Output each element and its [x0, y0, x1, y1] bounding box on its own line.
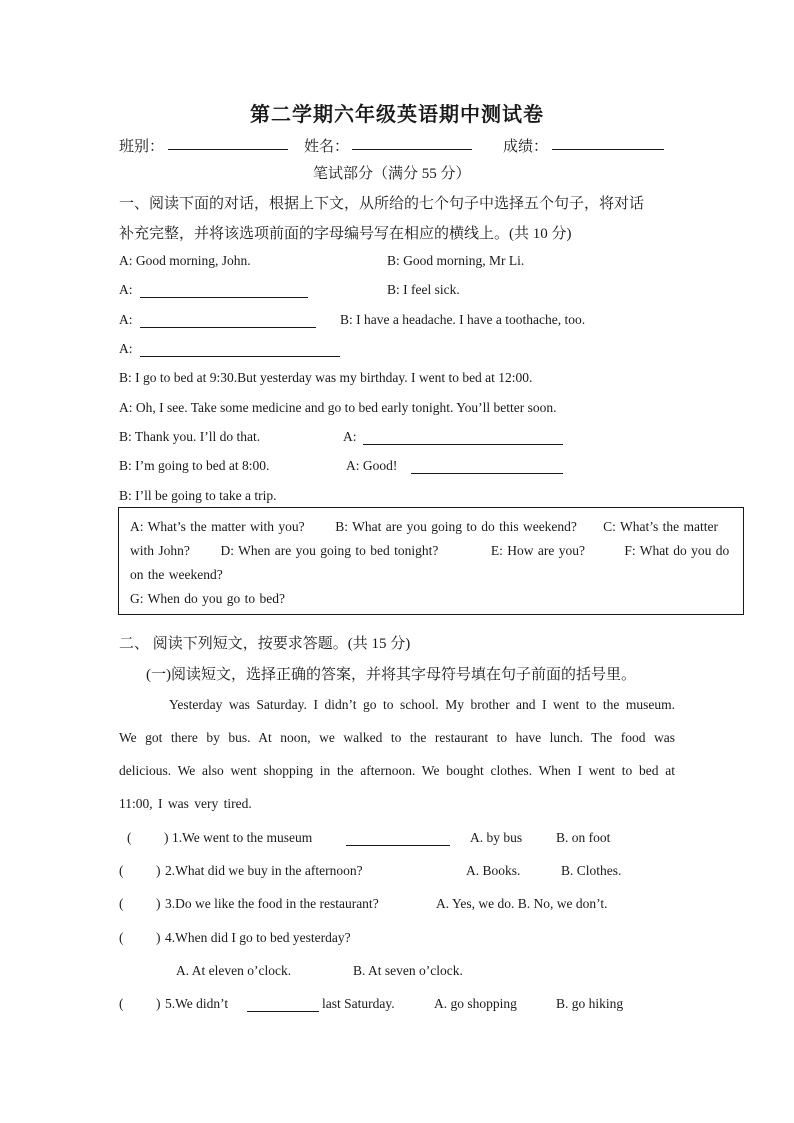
class-field[interactable] [168, 135, 288, 150]
score-field[interactable] [552, 135, 664, 150]
answer-box-q3[interactable] [126, 894, 154, 912]
section2-sub1: (一)阅读短文，选择正确的答案，并将其字母符号填在句子前面的括号里。 [146, 667, 636, 683]
option-b: B: What are you going to do this weekend? [335, 519, 577, 534]
answer-paren-close: ) [156, 896, 161, 911]
answer-box-q5[interactable] [126, 994, 154, 1012]
reading-passage: Yesterday was Saturday. I didn’t go to school. My brother and I went to the museum. We got there by bus. At noon, we walked to the restaurant to have lunch. The food was delicious. We also went shopping in the afternoon. We bought clothes. When I went to bed at 11:00, I was very tired. [119, 697, 675, 811]
answer-paren-close: ) [164, 830, 169, 845]
page-title: 第二学期六年级英语期中测试卷 [250, 104, 544, 126]
answer-paren-open: ( [127, 830, 132, 845]
dialogue-line: B: Thank you. I’ll do that. [119, 429, 261, 444]
question-2: 2.What did we buy in the afternoon? [165, 863, 363, 878]
question-1: 1.We went to the museum [172, 830, 313, 845]
option-f: F: What do you do on the weekend? [130, 543, 730, 582]
name-field[interactable] [352, 135, 472, 150]
answer-paren-open: ( [119, 996, 124, 1011]
option-e: E: How are you? [490, 543, 585, 558]
dialogue-line: B: I go to bed at 9:30.But yesterday was my birthday. I went to bed at 12:00. [119, 370, 533, 385]
answer-box-q2[interactable] [126, 861, 154, 879]
q4-option-a: A. At eleven o’clock. [176, 963, 292, 978]
q1-option-a: A. by bus [470, 830, 523, 845]
question-5-start: 5.We didn’t [165, 996, 229, 1011]
score-label: 成绩： [503, 139, 549, 155]
q2-option-a: A. Books. [466, 863, 521, 878]
answer-blank[interactable] [140, 342, 340, 357]
dialogue-line: A: Oh, I see. Take some medicine and go to bed early tonight. You’ll better soon. [119, 400, 557, 415]
dialogue-line: A: [119, 282, 133, 297]
answer-blank[interactable] [140, 313, 316, 328]
dialogue-line: B: I’m going to bed at 8:00. [119, 458, 270, 473]
q2-option-b: B. Clothes. [561, 863, 622, 878]
dialogue-line: A: Good! [346, 458, 398, 473]
q5-option-b: B. go hiking [556, 996, 624, 1011]
question-5-end: last Saturday. [322, 996, 395, 1011]
answer-blank[interactable] [140, 283, 308, 298]
dialogue-line: B: I have a headache. I have a toothache, too. [340, 312, 586, 327]
answer-blank[interactable] [346, 831, 450, 846]
options-box [118, 507, 744, 615]
dialogue-line: B: I’ll be going to take a trip. [119, 488, 277, 503]
answer-paren-close: ) [156, 930, 161, 945]
answer-paren-open: ( [119, 863, 124, 878]
dialogue-line: B: Good morning, Mr Li. [387, 253, 525, 268]
dialogue-line: A: [343, 429, 357, 444]
name-label: 姓名： [304, 139, 350, 155]
question-4: 4.When did I go to bed yesterday? [165, 930, 351, 945]
q5-option-a: A. go shopping [434, 996, 517, 1011]
option-d: D: When are you going to bed tonight? [220, 543, 439, 558]
answer-blank[interactable] [363, 430, 563, 445]
answer-paren-close: ) [156, 863, 161, 878]
q1-option-b: B. on foot [556, 830, 611, 845]
dialogue-line: A: Good morning, John. [119, 253, 251, 268]
dialogue-line: A: [119, 312, 133, 327]
q3-options: A. Yes, we do. B. No, we don’t. [436, 896, 608, 911]
option-c: C: What’s the matter with John? [130, 519, 719, 558]
q4-option-b: B. At seven o’clock. [353, 963, 463, 978]
subtitle: 笔试部分（满分 55 分） [313, 166, 471, 182]
option-a: A: What’s the matter with you? [130, 519, 305, 534]
section1-instruction-line2: 补充完整，并将该选项前面的字母编号写在相应的横线上。(共 10 分) [119, 226, 572, 242]
section1-instruction-line1: 一、阅读下面的对话，根据上下文，从所给的七个句子中选择五个句子，将对话 [119, 196, 645, 212]
section2-heading: 二、 阅读下列短文，按要求答题。(共 15 分) [119, 636, 411, 652]
question-3: 3.Do we like the food in the restaurant? [165, 896, 379, 911]
answer-paren-open: ( [119, 930, 124, 945]
dialogue-line: A: [119, 341, 133, 356]
class-label: 班别： [119, 139, 165, 155]
option-g: G: When do you go to bed? [130, 591, 285, 606]
answer-paren-open: ( [119, 896, 124, 911]
answer-paren-close: ) [156, 996, 161, 1011]
dialogue-line: B: I feel sick. [387, 282, 460, 297]
answer-blank[interactable] [247, 997, 319, 1012]
answer-box-q4[interactable] [126, 928, 154, 946]
answer-box-q1[interactable] [134, 828, 162, 846]
answer-blank[interactable] [411, 459, 563, 474]
